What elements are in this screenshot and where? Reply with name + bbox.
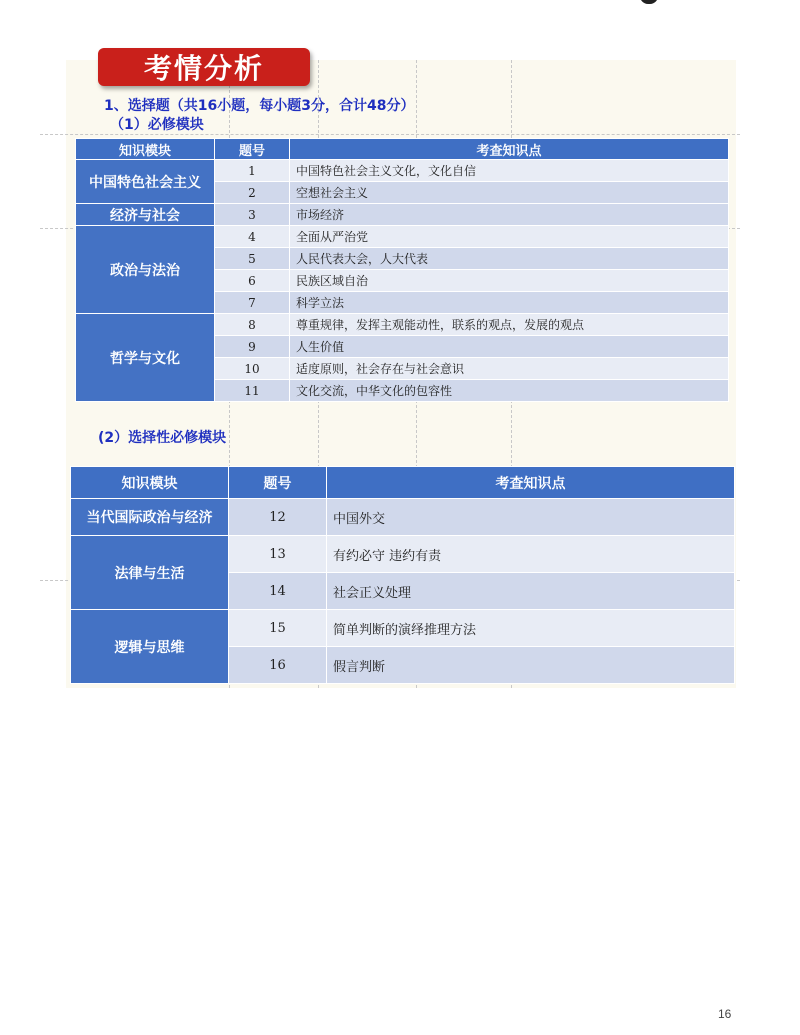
question-number: 9: [215, 336, 290, 358]
knowledge-point: 民族区域自治: [290, 270, 729, 292]
knowledge-point: 文化交流，中华文化的包容性: [290, 380, 729, 402]
module-cell: 中国特色社会主义: [76, 160, 215, 204]
knowledge-point: 有约必守 违约有责: [327, 536, 735, 573]
question-number: 16: [229, 647, 327, 684]
section-heading: 1、选择题（共16小题，每小题3分，合计48分）: [104, 98, 415, 114]
knowledge-point: 人生价值: [290, 336, 729, 358]
knowledge-point: 中国外交: [327, 499, 735, 536]
question-number: 4: [215, 226, 290, 248]
header-number: 题号: [229, 467, 327, 499]
page-top-mark: [640, 0, 658, 4]
table-row: [71, 499, 735, 536]
table-row: [76, 226, 729, 248]
knowledge-point: 全面从严治党: [290, 226, 729, 248]
knowledge-point: 简单判断的演绎推理方法: [327, 610, 735, 647]
knowledge-point: 科学立法: [290, 292, 729, 314]
table-row: [76, 204, 729, 226]
question-number: 14: [229, 573, 327, 610]
guide-line: [40, 134, 740, 135]
table1-heading: （1）必修模块: [110, 117, 204, 133]
module-cell: 经济与社会: [76, 204, 215, 226]
knowledge-point: 适度原则，社会存在与社会意识: [290, 358, 729, 380]
table-header-row: [76, 139, 729, 160]
question-number: 1: [215, 160, 290, 182]
knowledge-point: 中国特色社会主义文化，文化自信: [290, 160, 729, 182]
knowledge-point: 假言判断: [327, 647, 735, 684]
header-knowledge-point: 考查知识点: [290, 139, 729, 160]
module-cell: 哲学与文化: [76, 314, 215, 402]
question-number: 10: [215, 358, 290, 380]
table-row: [76, 314, 729, 336]
header-module: 知识模块: [71, 467, 229, 499]
table-row: [71, 610, 735, 647]
required-module-table: [75, 138, 729, 402]
page-title: 考情分析: [98, 48, 310, 86]
table2-heading: (2）选择性必修模块: [98, 430, 227, 446]
header-module: 知识模块: [76, 139, 215, 160]
table-header-row: [71, 467, 735, 499]
question-number: 13: [229, 536, 327, 573]
knowledge-point: 市场经济: [290, 204, 729, 226]
page-number: 16: [718, 1007, 732, 1021]
module-cell: 当代国际政治与经济: [71, 499, 229, 536]
question-number: 11: [215, 380, 290, 402]
header-knowledge-point: 考查知识点: [327, 467, 735, 499]
header-number: 题号: [215, 139, 290, 160]
question-number: 2: [215, 182, 290, 204]
question-number: 7: [215, 292, 290, 314]
question-number: 15: [229, 610, 327, 647]
knowledge-point: 空想社会主义: [290, 182, 729, 204]
module-cell: 逻辑与思维: [71, 610, 229, 684]
knowledge-point: 尊重规律，发挥主观能动性，联系的观点，发展的观点: [290, 314, 729, 336]
question-number: 6: [215, 270, 290, 292]
question-number: 12: [229, 499, 327, 536]
module-cell: 政治与法治: [76, 226, 215, 314]
question-number: 5: [215, 248, 290, 270]
knowledge-point: 社会正义处理: [327, 573, 735, 610]
question-number: 3: [215, 204, 290, 226]
module-cell: 法律与生活: [71, 536, 229, 610]
table-row: [76, 160, 729, 182]
table-row: [71, 536, 735, 573]
question-number: 8: [215, 314, 290, 336]
elective-module-table: [70, 466, 735, 684]
knowledge-point: 人民代表大会，人大代表: [290, 248, 729, 270]
